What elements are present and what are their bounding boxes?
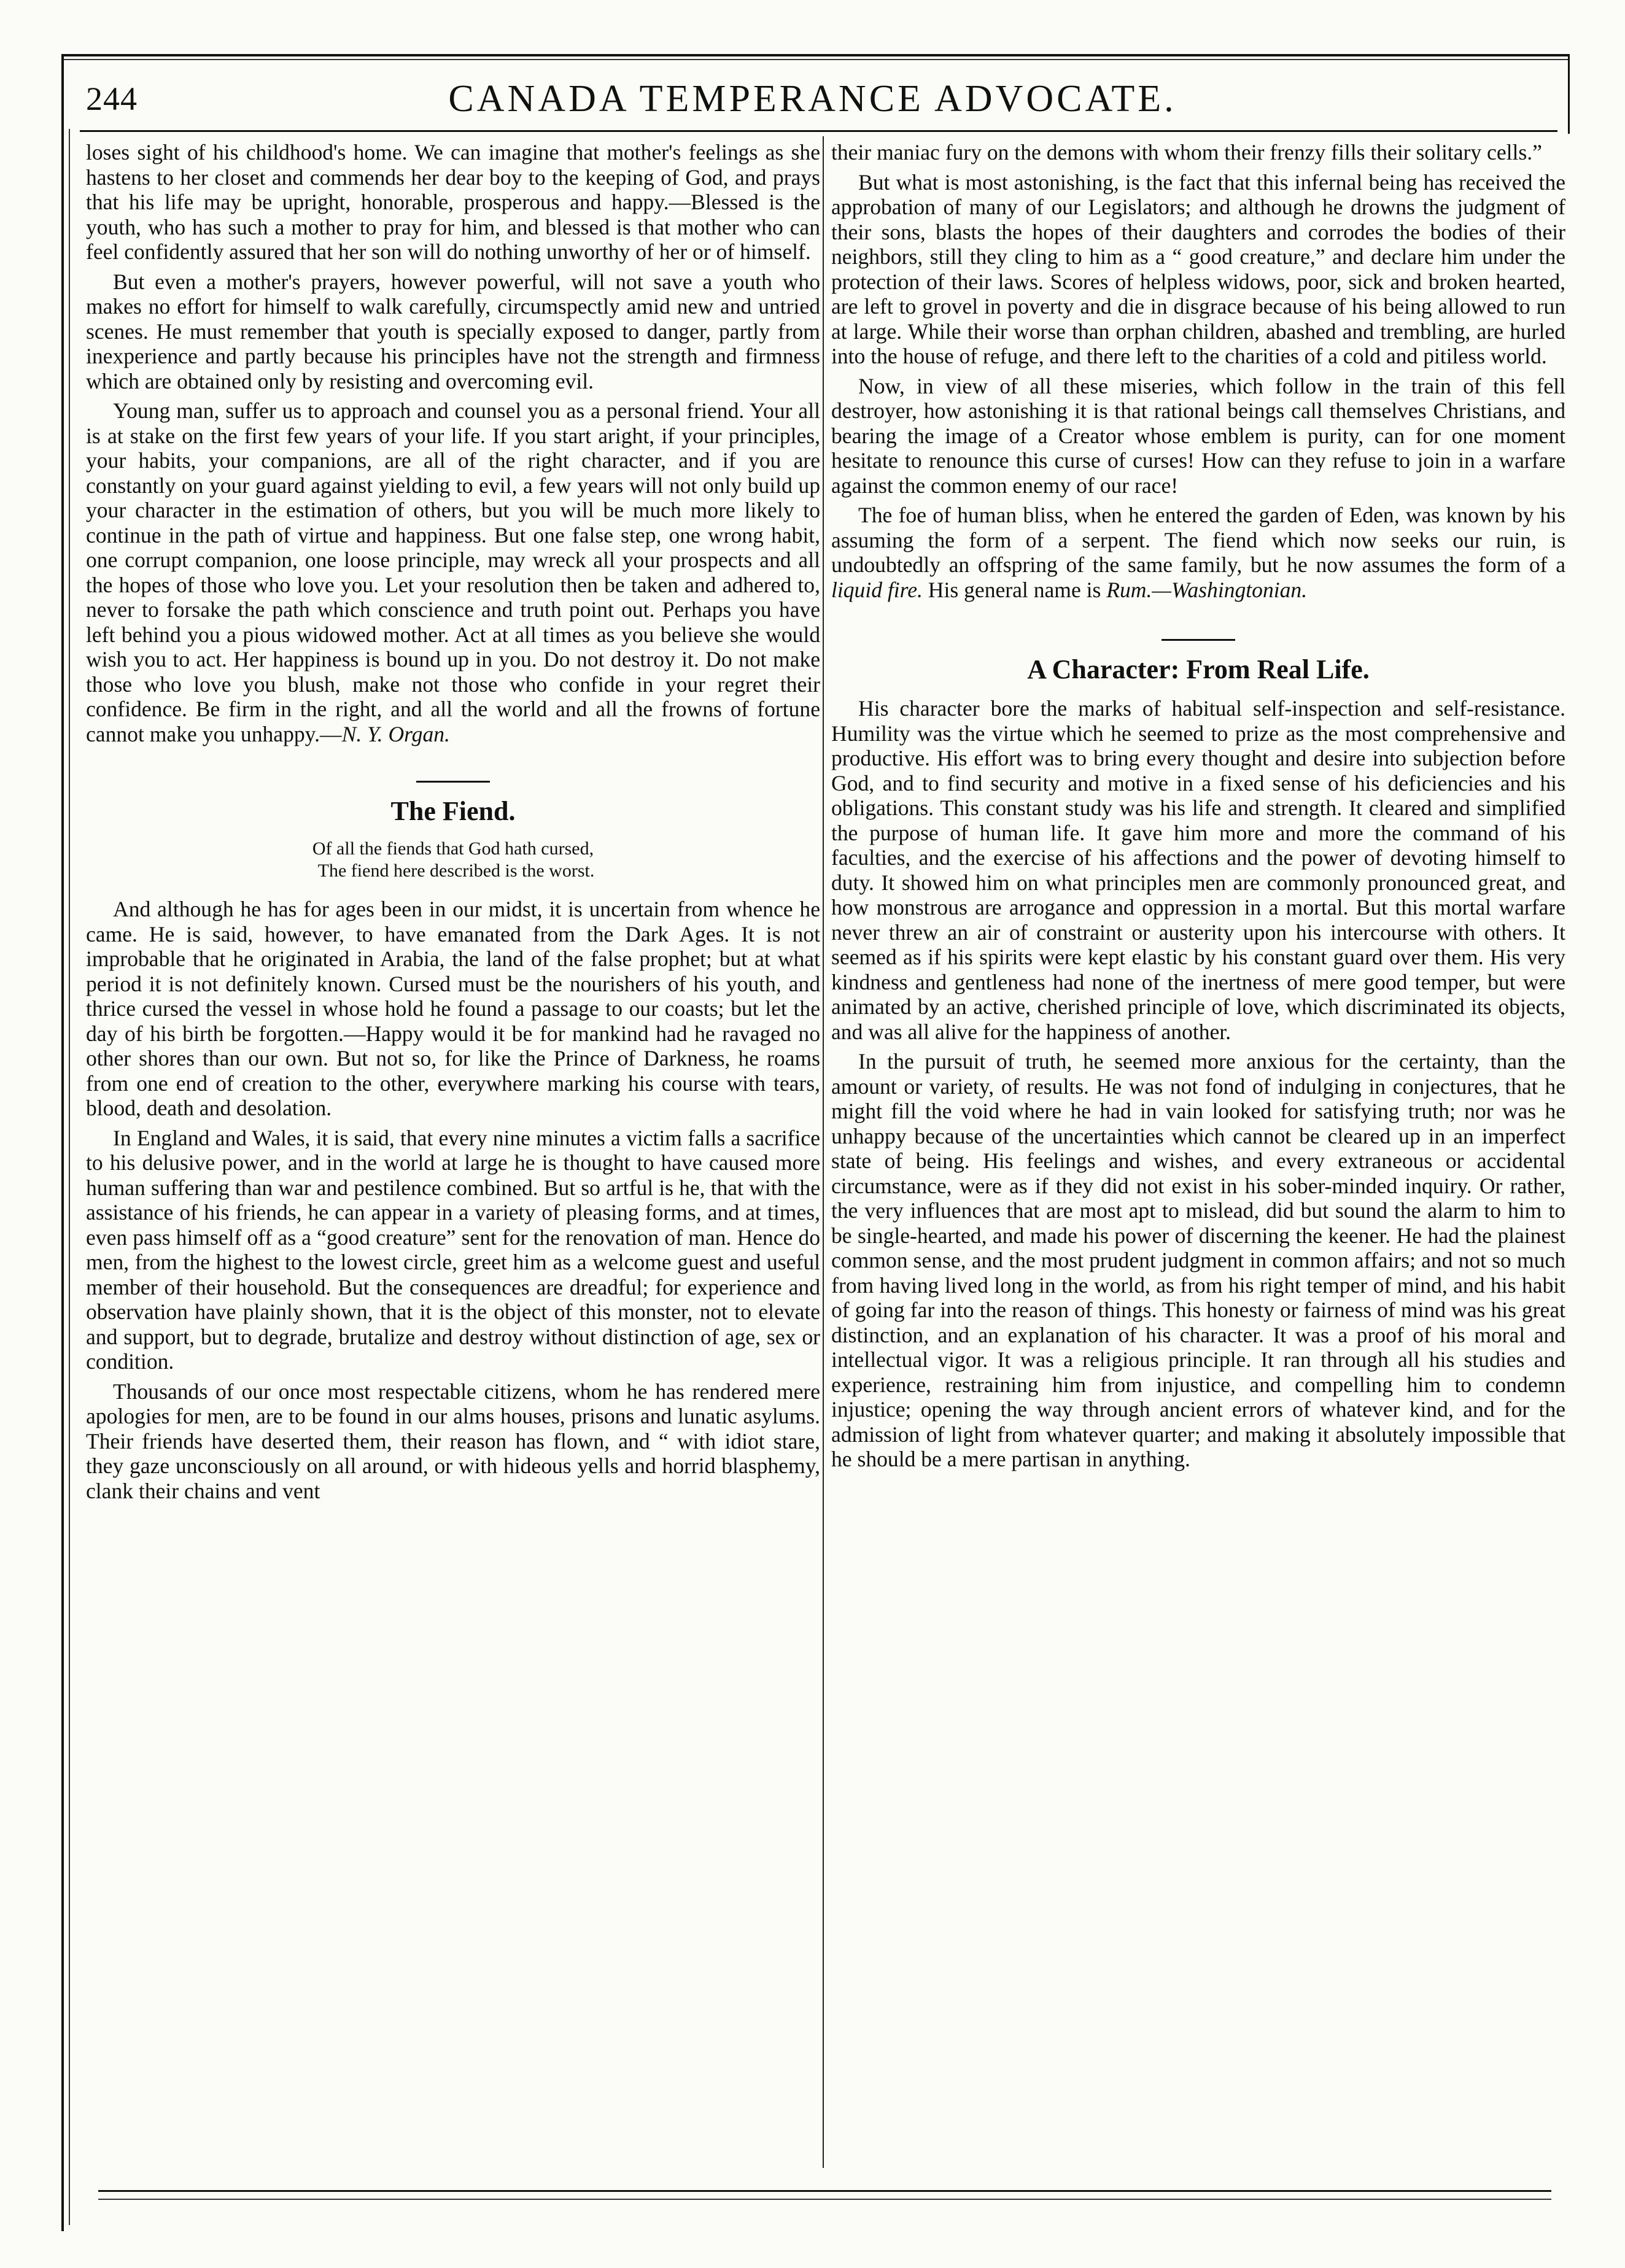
article-paragraph: In England and Wales, it is said, that every nine minutes a victim falls a sacrifice to his delusive power, and in the world at large he is thought to have caused more human suffering than war and pestilence combined. But so artful is he, that with the assistance of his friends, he can appear in a variety of pleasing forms, and at times, even pass himself off as a “good creature” sent for the renovation of man. Hence do men, from the highest to the lowest circle, greet him as a welcome guest and useful member of their household. But the consequences are dreadful; for experience and observation have plainly shown, that it is the object of this monster, not to elevate and support, but to degrade, brutalize and destroy without distinction of age, sex or condition. bbox=[86, 1125, 820, 1374]
section-separator bbox=[416, 781, 490, 783]
article-paragraph: But even a mother's prayers, however powerful, will not save a youth who makes no effort for himself to walk carefully, circumspectly amid new and untried scenes. He must remember that youth is specially exposed to danger, partly from inexperience and partly because his principles have not the strength and firmness which are obtained only by resisting and overcoming evil. bbox=[86, 269, 820, 393]
article-attribution: N. Y. Organ. bbox=[341, 721, 450, 746]
epigraph bbox=[86, 838, 820, 882]
bottom-border-rule bbox=[98, 2190, 1551, 2192]
epigraph-line: The fiend here described is the worst. bbox=[317, 861, 595, 881]
article-paragraph: loses sight of his childhood's home. We can imagine that mother's feelings as she hastens to her closet and commends her dear boy to the keeping of God, and prays that his life may be upright, honorable, prosperous and happy.—Blessed is the youth, who has such a mother to pray for him, and blessed is that mother who can feel confidently assured that her son will do nothing unworthy of her or of himself. bbox=[86, 140, 820, 264]
article-paragraph: Thousands of our once most respectable citizens, whom he has rendered mere apologies for men, are to be found in our alms houses, prisons and lunatic asylums. Their friends have deserted them, their reason has flown, and “ with idiot stare, they gaze unconsciously on all around, or with hideous yells and horrid blasphemy, clank their chains and vent bbox=[86, 1379, 820, 1503]
italic-phrase: liquid fire. bbox=[831, 577, 923, 602]
column-divider bbox=[823, 136, 824, 2168]
header-rule bbox=[80, 130, 1557, 132]
article-attribution: —Washingtonian. bbox=[1152, 577, 1308, 602]
left-column bbox=[86, 140, 820, 1503]
top-border-rule-inner bbox=[61, 59, 1570, 60]
article-paragraph bbox=[86, 398, 820, 746]
running-title: CANADA TEMPERANCE ADVOCATE. bbox=[448, 78, 1177, 120]
article-paragraph: their maniac fury on the demons with whom their frenzy fills their solitary cells.” bbox=[831, 140, 1542, 164]
article-paragraph: In the pursuit of truth, he seemed more anxious for the certainty, than the amount or variety, of results. He was not fond of indulging in conjectures, that he might fill the void where he had in vain looked for satisfying truth; nor was he unhappy because of the uncertainties which cannot be cleared up in an imperfect state of being. His feelings and wishes, and every extraneous or accidental circumstance, were as if they did not exist in his sober-minded inquiry. Or rather, the very influences that are most apt to mislead, did but sound the alarm to him to be single-hearted, and made his power of discerning the keener. He had the plainest common sense, and the most prudent judgment in common affairs; and not so much from having lived long in the world, as from his right temper of mind, and his habit of going far into the reason of things. This honesty or fairness of mind was his great distinction, and an explanation of his character. It was a proof of his moral and intellectual vigor. It was a religious principle. It ran through all his studies and experience, restraining him from injustice, and compelling him to condemn injustice; opening the way through ancient errors of whatever kind, and for the admission of light from whatever quarter; and making it absolutely impossible that he should be a mere partisan in anything. bbox=[831, 1049, 1565, 1471]
section-separator bbox=[1162, 639, 1235, 641]
right-border-rule bbox=[1568, 54, 1570, 134]
article-heading-character: A Character: From Real Life. bbox=[1027, 654, 1370, 684]
italic-phrase: Rum. bbox=[1106, 577, 1152, 602]
bottom-border-rule-inner bbox=[98, 2199, 1551, 2200]
article-paragraph: His character bore the marks of habitual self-inspection and self-resistance. Humility was the virtue which he seemed to prize as the most comprehensive and productive. His effort was to bring every thought and desire into subjection before God, and to find security and motive in a fixed sense of his deficiencies and his obligations. This constant study was his life and strength. It cleared and simplified the purpose of human life. It gave him more and more the command of his faculties, and the exercise of his affections and the power of devoting himself to duty. It showed him on what principles men are commonly pronounced great, and how monstrous are arrogance and oppression in a mortal. But this mortal warfare never threw an air of constraint or austerity upon his intercourse with others. It seemed as if his spirits were kept elastic by his constant guard over them. His very kindness and gentleness had none of the inertness of mere good temper, but were animated by an active, cherished principle of love, which discriminated its objects, and was all alive for the happiness of another. bbox=[831, 696, 1565, 1044]
paragraph-text: The foe of human bliss, when he entered the garden of Eden, was known by his assuming the form of a serpent. The fiend which now seeks our ruin, is undoubtedly an offspring of the same family, but he now assumes the form of a bbox=[831, 503, 1565, 577]
article-paragraph bbox=[831, 503, 1565, 602]
article-paragraph: Now, in view of all these miseries, which follow in the train of this fell destroyer, how astonishing it is that rational beings call themselves Christians, and bearing the image of a Creator whose emblem is purity, can for one moment hesitate to renounce this curse of curses! How can they refuse to join in a warfare against the common enemy of our race! bbox=[831, 373, 1565, 498]
top-border-rule bbox=[61, 54, 1570, 56]
left-border-rule-inner bbox=[69, 129, 70, 2225]
page-header bbox=[80, 74, 1545, 123]
epigraph-line: Of all the fiends that God hath cursed, bbox=[312, 838, 594, 859]
left-border-rule bbox=[61, 54, 64, 2231]
right-column bbox=[831, 140, 1565, 1472]
article-paragraph: And although he has for ages been in our midst, it is uncertain from whence he came. He is said, however, to have emanated from the Dark Ages. It is not improbable that he originated in Arabia, the land of the false prophet; but at what period it is not definitely known. Cursed must be the nourishers of his youth, and thrice cursed the vessel in whose hold he found a passage to our coasts; but let the day of his birth be forgotten.—Happy would it be for mankind had he ravaged no other shores than our own. But not so, for like the Prince of Darkness, he roams from one end of creation to the other, everywhere marking his course with tears, blood, death and desolation. bbox=[86, 897, 820, 1120]
article-heading-fiend: The Fiend. bbox=[390, 796, 516, 826]
paragraph-text: His general name is bbox=[922, 577, 1107, 602]
article-paragraph: But what is most astonishing, is the fact that this infernal being has received the approbation of many of our Legislators; and although he drowns the judgment of their sons, blasts the hopes of their daughters and corrodes the bodies of their neighbors, still they cling to him as a “ good creature,” and declare him under the protection of their laws. Scores of helpless widows, poor, sick and broken hearted, are left to grovel in poverty and die in disgrace because of his being allowed to run at large. While their worse than orphan children, abashed and trembling, are hurled into the house of refuge, and there left to the charities of a cold and pitiless world. bbox=[831, 169, 1565, 368]
page-number: 244 bbox=[86, 80, 138, 117]
paragraph-text: Young man, suffer us to approach and counsel you as a personal friend. Your all is at stake on the first few years of your life. If you start aright, if your principles, your habits, your companions, are all of the right character, and if you are constantly on your guard against yielding to evil, a few years will not only build up your character in the estimation of others, but you will be much more likely to continue in the path of virtue and happiness. But one false step, one wrong habit, one corrupt companion, one loose principle, may wreck all your prospects and all the hopes of those who love you. Let your resolution then be taken and adhered to, never to forsake the path which conscience and truth point out. Perhaps you have left behind you a pious widowed mother. Act at all times as you believe she would wish you to act. Her happiness is bound up in you. Do not destroy it. Do not make those who love you blush, make not those who confide in your regret their confidence. Be firm in the right, and all the world and all the frowns of fortune cannot make you unhappy.— bbox=[86, 398, 820, 746]
